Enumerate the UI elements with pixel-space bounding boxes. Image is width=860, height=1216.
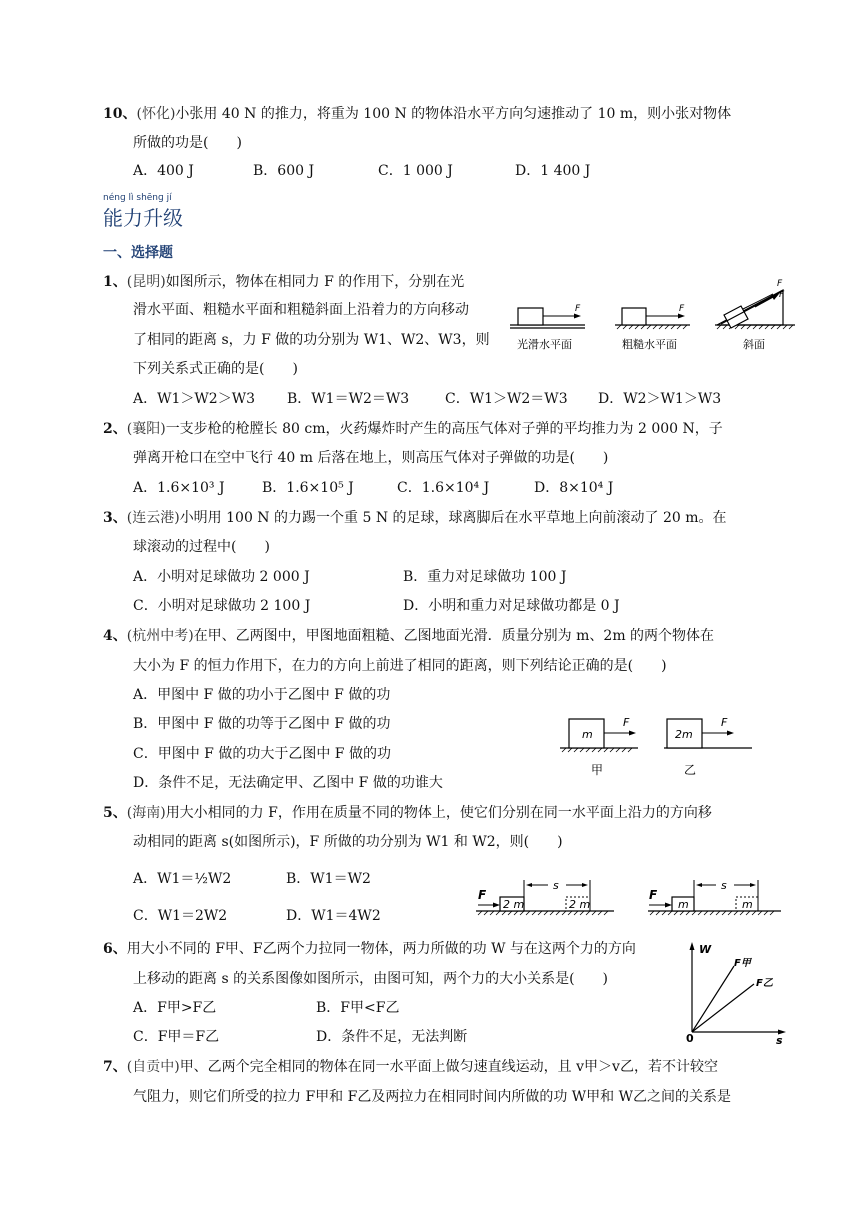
q1-option-d: D．W2＞W1＞W3 <box>598 391 722 407</box>
q2-option-c: C．1.6×10⁴ J <box>397 480 490 496</box>
q5-figure <box>476 875 786 921</box>
q10-text2: 所做的功是( ) <box>133 135 242 151</box>
q7-line1 <box>103 1057 718 1077</box>
q1-force-label-1: F <box>575 304 581 314</box>
q3-text1: 小明用 100 N 的力踢一个重 5 N 的足球，球离脚后在水平草地上向前滚动了 20 m。在 <box>179 510 727 526</box>
q10-number: 10、 <box>103 106 137 122</box>
q2-option-d: D．8×10⁴ J <box>534 480 614 496</box>
q4-option-c: C．甲图中 F 做的功大于乙图中 F 做的功 <box>133 746 391 762</box>
q1-fig-label-2: 粗糙水平面 <box>622 338 677 351</box>
q7-text2: 气阻力，则它们所受的拉力 F甲和 F乙及两拉力在相同时间内所做的功 W甲和 W乙之间的关系是 <box>133 1089 732 1105</box>
q10-option-d: D．1 400 J <box>515 163 591 179</box>
q4-label-jia: 甲 <box>591 763 604 777</box>
q10-line1 <box>103 104 731 124</box>
q2-line1 <box>103 419 723 439</box>
q1-force-label-2: F <box>679 304 685 314</box>
q10-option-a: A．400 J <box>133 163 194 179</box>
q1-option-b: B．W1＝W2＝W3 <box>287 391 410 407</box>
q6-y-label: W <box>699 943 712 956</box>
q5-mass-1: 2 m <box>503 898 525 911</box>
q1-option-c: C．W1＞W2＝W3 <box>445 391 568 407</box>
q6-number: 6、 <box>103 941 127 957</box>
q5-text1: 用大小相同的力 F，作用在质量不同的物体上，使它们分别在同一水平面上沿力的方向移 <box>165 805 712 821</box>
q5-option-b: B．W1＝W2 <box>286 871 371 887</box>
q6-line-jia <box>692 966 734 1032</box>
q3-text2: 球滚动的过程中( ) <box>133 539 270 555</box>
q4-mass-2: 2m <box>675 728 693 741</box>
q2-text1: 一支步枪的枪膛长 80 cm，火药爆炸时产生的高压气体对子弹的平均推力为 2 000 N，子 <box>165 421 723 437</box>
q2-text2: 弹离开枪口在空中飞行 40 m 后落在地上，则高压气体对子弹做的功是( ) <box>133 450 609 466</box>
q5-mass-2-dashed: m <box>742 898 753 911</box>
section-subtitle: 一、选择题 <box>103 245 173 261</box>
q6-option-d: D．条件不足，无法判断 <box>316 1029 468 1045</box>
q1-text3: 了相同的距离 s，力 F 做的功分别为 W1、W2、W3，则 <box>133 332 490 348</box>
q7-source: (自贡中) <box>126 1059 180 1075</box>
q4-source: (杭州中考) <box>126 628 194 644</box>
q5-option-d: D．W1＝4W2 <box>286 908 381 924</box>
q4-number: 4、 <box>103 628 127 644</box>
q5-number: 5、 <box>103 805 127 821</box>
q5-text2: 动相同的距离 s(如图所示)，F 所做的功分别为 W1 和 W2，则( ) <box>133 834 563 850</box>
q10-option-b: B．600 J <box>253 163 315 179</box>
q4-force-2: F <box>721 716 728 729</box>
q10-source: (怀化) <box>136 106 176 122</box>
q4-figure <box>560 712 760 780</box>
q4-text1: 在甲、乙两图中，甲图地面粗糙、乙图地面光滑．质量分别为 m、2m 的两个物体在 <box>193 628 715 644</box>
q5-mass-2: m <box>678 898 689 911</box>
q3-source: (连云港) <box>126 510 180 526</box>
q6-x-label: s <box>776 1034 783 1047</box>
q3-option-d: D．小明和重力对足球做功都是 0 J <box>403 598 620 614</box>
q4-line1 <box>103 626 714 646</box>
q7-text1: 甲、乙两个完全相同的物体在同一水平面上做匀速直线运动，且 v甲＞v乙，若不计较空 <box>179 1059 718 1075</box>
rough-surface-diagram <box>615 304 690 351</box>
q3-option-a: A．小明对足球做功 2 000 J <box>133 569 310 585</box>
q4-force-1: F <box>623 716 630 729</box>
q4-label-yi: 乙 <box>684 763 697 777</box>
q6-line-label-jia: F甲 <box>734 958 751 969</box>
q5-source: (海南) <box>126 805 166 821</box>
q1-text2: 滑水平面、粗糙水平面和粗糙斜面上沿着力的方向移动 <box>133 302 469 318</box>
q6-option-b: B．F甲<F乙 <box>316 1000 400 1016</box>
q5-diagram-left <box>476 879 614 915</box>
q3-line1 <box>103 508 727 528</box>
q1-line1 <box>103 272 464 292</box>
q1-source: (昆明) <box>126 274 166 290</box>
q2-option-a: A．1.6×10³ J <box>133 480 225 496</box>
q10-text1: 小张用 40 N 的推力，将重为 100 N 的物体沿水平方向匀速推动了 10 m，则小张对物体 <box>175 106 732 122</box>
q4-diagram-jia <box>560 716 638 777</box>
q6-option-a: A．F甲>F乙 <box>133 1000 217 1016</box>
q5-line1 <box>103 803 712 823</box>
q6-graph <box>682 938 792 1046</box>
q4-mass-1: m <box>582 728 593 741</box>
q1-text4: 下列关系式正确的是( ) <box>133 361 298 377</box>
q1-number: 1、 <box>103 274 127 290</box>
q4-option-a: A．甲图中 F 做的功小于乙图中 F 做的功 <box>133 687 391 703</box>
q1-force-label-incline: F <box>777 279 783 289</box>
q1-force-label-3: F <box>779 290 785 300</box>
q6-text2: 上移动的距离 s 的关系图像如图所示，由图可知，两个力的大小关系是( ) <box>133 971 609 987</box>
q1-fig-label-1: 光滑水平面 <box>517 338 572 351</box>
q2-number: 2、 <box>103 421 127 437</box>
q3-number: 3、 <box>103 510 127 526</box>
q4-option-d: D．条件不足，无法确定甲、乙图中 F 做的功谁大 <box>133 775 443 791</box>
q6-origin-label: 0 <box>686 1032 694 1045</box>
q7-number: 7、 <box>103 1059 127 1075</box>
q6-line1 <box>103 939 636 959</box>
q5-option-c: C．W1＝2W2 <box>133 908 228 924</box>
q3-option-c: C．小明对足球做功 2 100 J <box>133 598 311 614</box>
q2-source: (襄阳) <box>126 421 166 437</box>
q2-option-b: B．1.6×10⁵ J <box>262 480 354 496</box>
q6-text1: 用大小不同的 F甲、F乙两个力拉同一物体，两力所做的功 W 与在这两个力的方向 <box>126 941 636 957</box>
q6-option-c: C．F甲＝F乙 <box>133 1029 220 1045</box>
q10-option-c: C．1 000 J <box>378 163 453 179</box>
q5-distance-1: s <box>553 879 559 892</box>
q1-incline-top <box>713 274 793 314</box>
q3-option-b: B．重力对足球做功 100 J <box>403 569 567 585</box>
q5-mass-1-dashed: 2 m <box>569 898 591 911</box>
q5-distance-2: s <box>721 879 727 892</box>
q4-text2: 大小为 F 的恒力作用下，在力的方向上前进了相同的距离，则下列结论正确的是( ) <box>133 658 667 674</box>
q5-option-a: A．W1＝½W2 <box>133 871 232 887</box>
q1-fig-label-3: 斜面 <box>743 338 765 351</box>
q6-line-label-yi: F乙 <box>756 978 773 989</box>
q1-text1: 如图所示，物体在相同力 F 的作用下，分别在光 <box>165 274 465 290</box>
section-pinyin: nénɡ lì shēnɡ jí <box>103 193 172 203</box>
q4-option-b: B．甲图中 F 做的功等于乙图中 F 做的功 <box>133 716 391 732</box>
section-title: 能力升级 <box>103 206 183 230</box>
q1-option-a: A．W1＞W2＞W3 <box>133 391 256 407</box>
q6-line-yi <box>692 984 754 1032</box>
q4-diagram-yi <box>664 716 752 777</box>
q5-diagram-right <box>648 879 781 915</box>
q5-force-1: F <box>478 888 487 902</box>
smooth-surface-diagram <box>510 304 585 351</box>
q5-force-2: F <box>649 888 658 902</box>
